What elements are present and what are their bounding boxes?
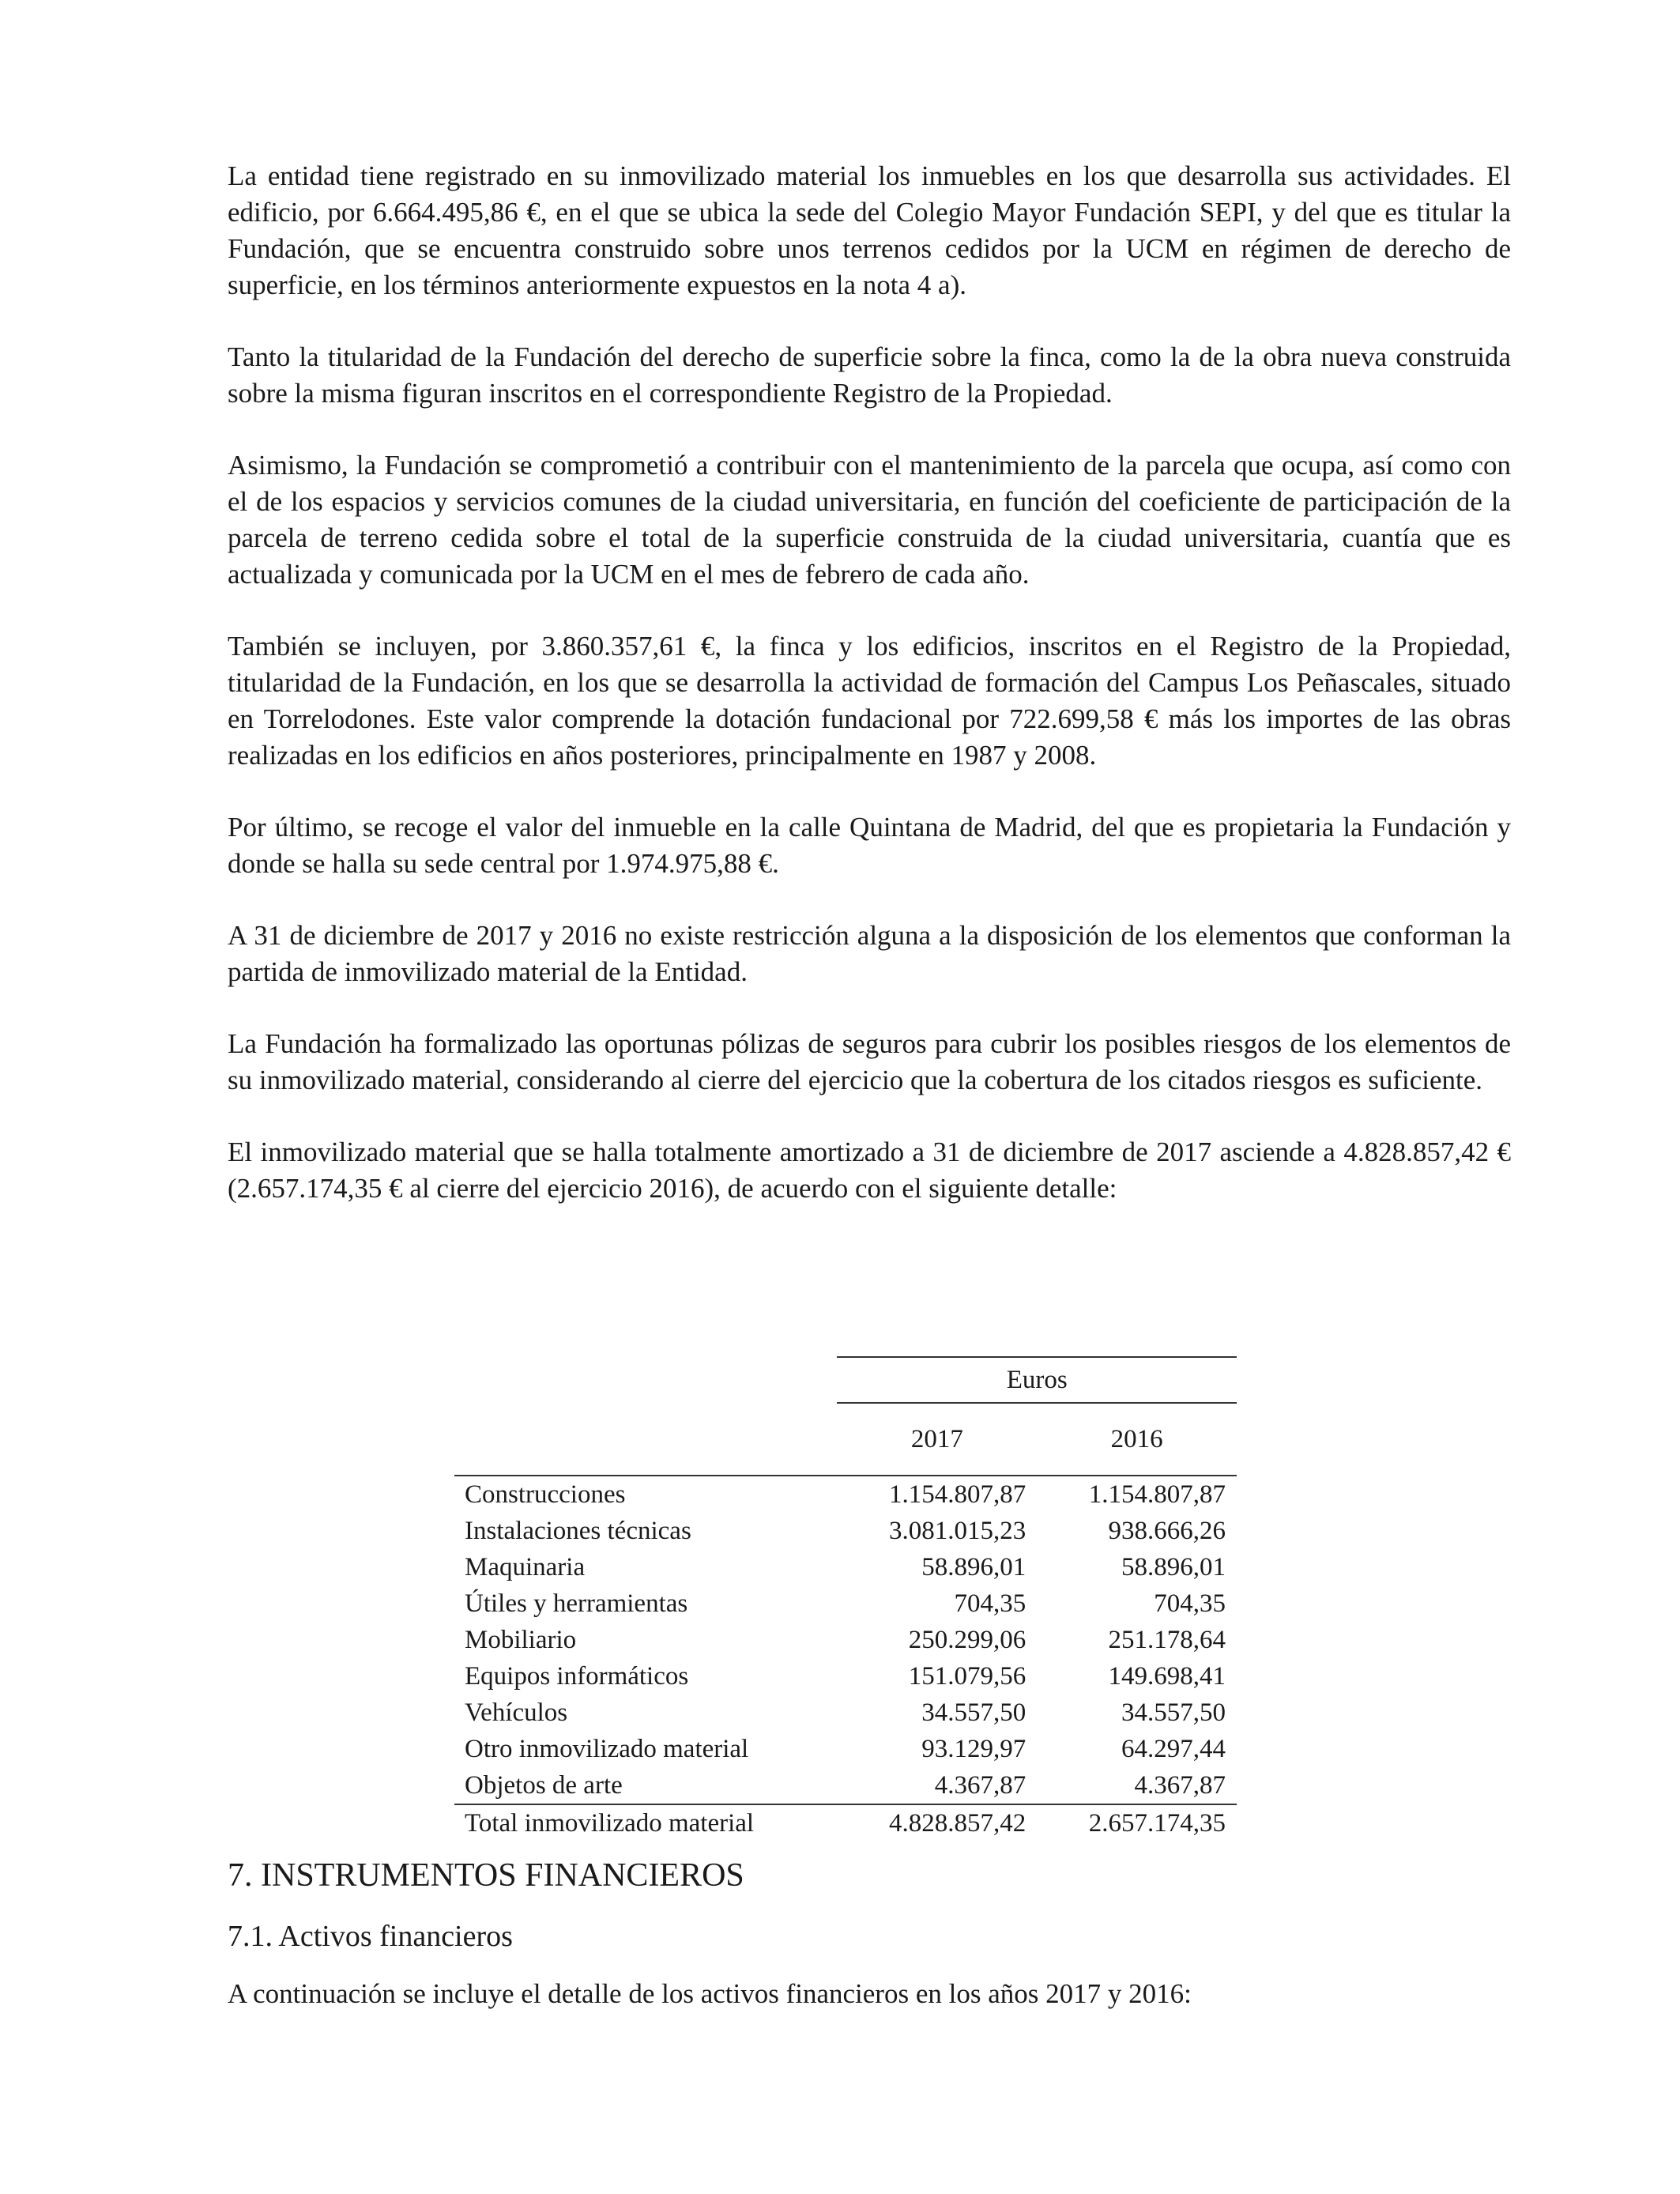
table-row xyxy=(454,1767,1237,1804)
row-value-2016: 938.666,26 xyxy=(1108,1517,1226,1545)
row-label: Maquinaria xyxy=(465,1553,586,1581)
row-label: Útiles y herramientas xyxy=(465,1589,688,1618)
row-label: Objetos de arte xyxy=(465,1771,623,1800)
total-label: Total inmovilizado material xyxy=(454,1804,837,1842)
row-value-2016: 58.896,01 xyxy=(1121,1553,1226,1581)
table-currency-header: Euros xyxy=(837,1357,1237,1403)
table-year-header-row xyxy=(454,1403,1237,1476)
paragraph-mantenimiento: Asimismo, la Fundación se comprometió a contribuir con el mantenimiento de la parcela que ocupa, así como con el de los espacios y servicios comunes de la ciudad universitaria, en función del coeficiente de participación de la parcela de terreno cedida sobre el total de la superficie construida de la ciudad universitaria, cuantía que es actualizada y comunicada por la UCM en el mes de febrero de cada año. xyxy=(228,450,1511,590)
amortizado-table xyxy=(454,1356,1237,1842)
table-row xyxy=(454,1695,1237,1731)
paragraph-titularidad: Tanto la titularidad de la Fundación del derecho de superficie sobre la finca, como la de la obra nueva construida sobre la misma figuran inscritos en el correspondiente Registro de la Propiedad. xyxy=(228,341,1511,409)
paragraph-restriccion: A 31 de diciembre de 2017 y 2016 no existe restricción alguna a la disposición de los elementos que conforman la partida de inmovilizado material de la Entidad. xyxy=(228,920,1511,987)
section-title: 7. INSTRUMENTOS FINANCIEROS xyxy=(228,1857,744,1894)
row-label: Instalaciones técnicas xyxy=(465,1517,691,1545)
table-row xyxy=(454,1513,1237,1549)
row-value-2017: 1.154.807,87 xyxy=(888,1480,1026,1509)
row-value-2017: 34.557,50 xyxy=(921,1698,1026,1727)
table-currency-header-row xyxy=(454,1357,1237,1403)
table-year-2016: 2016 xyxy=(1037,1403,1237,1476)
table-row xyxy=(454,1476,1237,1513)
total-value-2017: 4.828.857,42 xyxy=(837,1804,1037,1842)
paragraph-quintana: Por último, se recoge el valor del inmueble en la calle Quintana de Madrid, del que es propietaria la Fundación y donde se halla su sede central por 1.974.975,88 €. xyxy=(228,812,1511,879)
row-value-2017: 93.129,97 xyxy=(921,1735,1026,1763)
row-label: Otro inmovilizado material xyxy=(465,1735,749,1763)
row-label: Mobiliario xyxy=(465,1626,577,1654)
paragraph-penascales: También se incluyen, por 3.860.357,61 €, la finca y los edificios, inscritos en el Registro de la Propiedad, titularidad de la Fundación, en los que se desarrolla la actividad de formación del Campus Los Peñascales, situado en Torrelodones. Este valor comprende la dotación fundacional por 722.699,58 € más los importes de las obras realizadas en los edificios en años posteriores, principalmente en 1987 y 2008. xyxy=(228,631,1511,771)
paragraph-seguros: La Fundación ha formalizado las oportunas pólizas de seguros para cubrir los posibles riesgos de los elementos de su inmovilizado material, considerando al cierre del ejercicio que la cobertura de los citados riesgos es suficiente. xyxy=(228,1028,1511,1095)
row-value-2017: 151.079,56 xyxy=(908,1662,1026,1691)
row-label: Construcciones xyxy=(465,1480,626,1509)
intro-text: A continuación se incluye el detalle de los activos financieros en los años 2017 y 2016: xyxy=(228,1978,1192,2009)
amortizado-table-wrapper xyxy=(228,1356,1511,1838)
total-value-2016: 2.657.174,35 xyxy=(1037,1804,1237,1842)
row-label: Equipos informáticos xyxy=(465,1662,689,1691)
row-value-2017: 58.896,01 xyxy=(921,1553,1026,1581)
table-row xyxy=(454,1622,1237,1658)
paragraph-inmuebles: La entidad tiene registrado en su inmovilizado material los inmuebles en los que desarrolla sus actividades. El edificio, por 6.664.495,86 €, en el que se ubica la sede del Colegio Mayor Fundación SEPI, y del que es titular la Fundación, que se encuentra construido sobre unos terrenos cedidos por la UCM en régimen de derecho de superficie, en los términos anteriormente expuestos en la nota 4 a). xyxy=(228,160,1511,300)
row-value-2016: 149.698,41 xyxy=(1108,1662,1226,1691)
row-value-2016: 34.557,50 xyxy=(1121,1698,1226,1727)
row-value-2016: 1.154.807,87 xyxy=(1088,1480,1226,1509)
row-value-2017: 4.367,87 xyxy=(934,1771,1026,1800)
subsection-title: 7.1. Activos financieros xyxy=(228,1920,513,1953)
table-row xyxy=(454,1658,1237,1695)
row-value-2017: 3.081.015,23 xyxy=(888,1517,1026,1545)
table-row xyxy=(454,1585,1237,1622)
table-total-row xyxy=(454,1804,1237,1842)
document-body xyxy=(228,158,1511,1207)
table-row xyxy=(454,1731,1237,1767)
row-value-2016: 4.367,87 xyxy=(1134,1771,1226,1800)
row-value-2017: 250.299,06 xyxy=(908,1626,1026,1654)
table-year-2017: 2017 xyxy=(837,1403,1037,1476)
row-label: Vehículos xyxy=(465,1698,568,1727)
row-value-2017: 704,35 xyxy=(954,1589,1026,1618)
row-value-2016: 704,35 xyxy=(1154,1589,1226,1618)
row-value-2016: 64.297,44 xyxy=(1121,1735,1226,1763)
paragraph-amortizado: El inmovilizado material que se halla totalmente amortizado a 31 de diciembre de 2017 asciende a 4.828.857,42 € (2.657.174,35 € al cierre del ejercicio 2016), de acuerdo con el siguiente detalle: xyxy=(228,1137,1511,1204)
row-value-2016: 251.178,64 xyxy=(1108,1626,1226,1654)
table-row xyxy=(454,1549,1237,1585)
